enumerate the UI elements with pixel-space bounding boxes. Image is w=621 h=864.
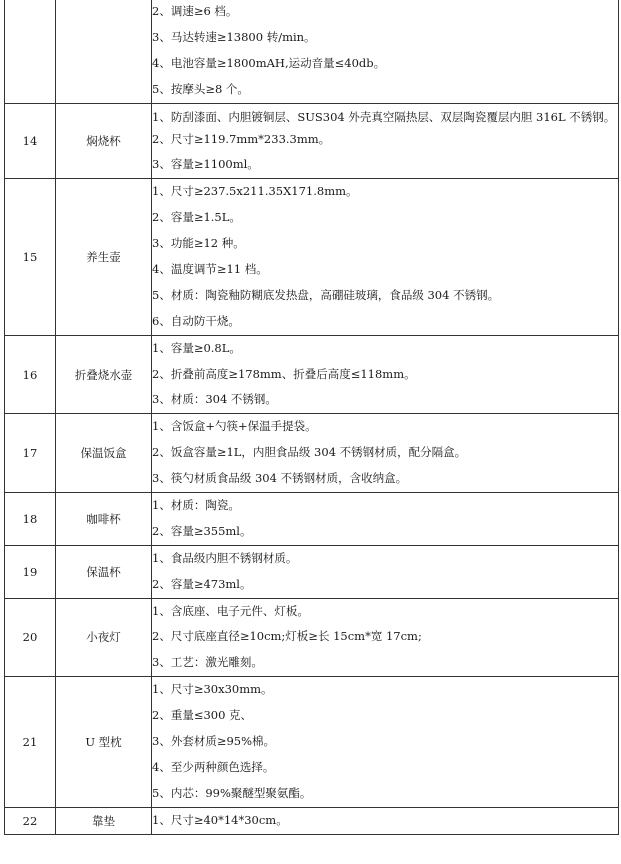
spec-line: 1、容量≥0.8L。 (152, 340, 241, 355)
item-specs (152, 598, 619, 677)
table-row (5, 807, 619, 834)
item-number: 16 (5, 335, 56, 414)
item-number (5, 0, 56, 103)
item-name: 保温杯 (56, 545, 152, 598)
item-specs (152, 414, 619, 493)
spec-line: 4、至少两种颜色选择。 (152, 759, 275, 774)
spec-line: 2、重量≤300 克、 (152, 708, 253, 723)
item-name: 养生壶 (56, 179, 152, 335)
spec-line: 2、容量≥1.5L。 (152, 210, 241, 225)
spec-line: 6、自动防干烧。 (152, 313, 240, 328)
item-name: 焖烧杯 (56, 103, 152, 179)
spec-line: 3、外套材质≥95%棉。 (152, 734, 276, 749)
spec-line: 1、尺寸≥237.5x211.35X171.8mm。 (152, 184, 358, 199)
spec-line: 5、内芯：99%聚醚型聚氨酯。 (152, 785, 312, 800)
item-number: 15 (5, 179, 56, 335)
item-specs (152, 545, 619, 598)
spec-line: 1、防刮漆面、内胆镀铜层、SUS304 外壳真空隔热层、双层陶瓷覆层内胆 316L 不锈钢。 (152, 109, 616, 124)
item-number: 20 (5, 598, 56, 677)
table-row (5, 545, 619, 598)
spec-line: 3、工艺：激光雕刻。 (152, 655, 263, 670)
spec-line: 3、材质：304 不锈钢。 (152, 392, 277, 407)
spec-line: 2、折叠前高度≥178mm、折叠后高度≤118mm。 (152, 366, 416, 381)
spec-line: 1、含饭盒+勺筷+保温手提袋。 (152, 419, 317, 434)
spec-line: 1、含底座、电子元件、灯板。 (152, 603, 309, 618)
spec-table (4, 0, 619, 835)
item-specs (152, 335, 619, 414)
table-row (5, 493, 619, 546)
spec-line: 1、食品级内胆不锈钢材质。 (152, 550, 298, 565)
spec-line: 4、温度调节≥11 档。 (152, 262, 268, 277)
spec-line: 1、材质：陶瓷。 (152, 498, 240, 513)
spec-line: 5、材质：陶瓷釉防糊底发热盘，高硼硅玻璃，食品级 304 不锈钢。 (152, 287, 500, 302)
spec-line: 3、筷勺材质食品级 304 不锈钢材质，含收纳盒。 (152, 471, 408, 486)
table-row (5, 179, 619, 335)
spec-line: 3、马达转速≥13800 转/min。 (152, 29, 316, 44)
spec-line: 1、尺寸≥40*14*30cm。 (152, 812, 288, 827)
item-specs (152, 677, 619, 807)
item-specs (152, 103, 619, 179)
spec-line: 2、容量≥355ml。 (152, 523, 252, 538)
spec-line: 2、容量≥473ml。 (152, 576, 252, 591)
table-row (5, 414, 619, 493)
item-specs (152, 179, 619, 335)
item-number: 19 (5, 545, 56, 598)
item-name: 保温饭盒 (56, 414, 152, 493)
item-name: 咖啡杯 (56, 493, 152, 546)
table-row (5, 335, 619, 414)
spec-line: 2、调速≥6 档。 (152, 4, 238, 18)
spec-line: 2、尺寸≥119.7mm*233.3mm。 (152, 131, 331, 146)
item-name: 折叠烧水壶 (56, 335, 152, 414)
item-specs (152, 807, 619, 834)
item-number: 18 (5, 493, 56, 546)
table-row (5, 0, 619, 103)
table-row (5, 598, 619, 677)
spec-table-body (5, 0, 619, 834)
spec-line: 4、电池容量≥1800mAH,运动音量≤40db。 (152, 55, 386, 70)
item-name: 小夜灯 (56, 598, 152, 677)
item-specs (152, 0, 619, 103)
spec-line: 5、按摩头≥8 个。 (152, 81, 249, 96)
item-name: 靠垫 (56, 807, 152, 834)
item-number: 21 (5, 677, 56, 807)
spec-line: 2、饭盒容量≥1L，内胆食品级 304 不锈钢材质，配分隔盒。 (152, 445, 467, 460)
item-name: U 型枕 (56, 677, 152, 807)
item-number: 22 (5, 807, 56, 834)
item-specs (152, 493, 619, 546)
spec-line: 2、尺寸底座直径≥10cm;灯板≥长 15cm*宽 17cm; (152, 629, 422, 644)
item-number: 17 (5, 414, 56, 493)
table-row (5, 103, 619, 179)
spec-line: 3、功能≥12 种。 (152, 236, 245, 251)
item-number: 14 (5, 103, 56, 179)
spec-line: 1、尺寸≥30x30mm。 (152, 682, 273, 697)
spec-line: 3、容量≥1100ml。 (152, 157, 259, 172)
table-row (5, 677, 619, 807)
item-name (56, 0, 152, 103)
